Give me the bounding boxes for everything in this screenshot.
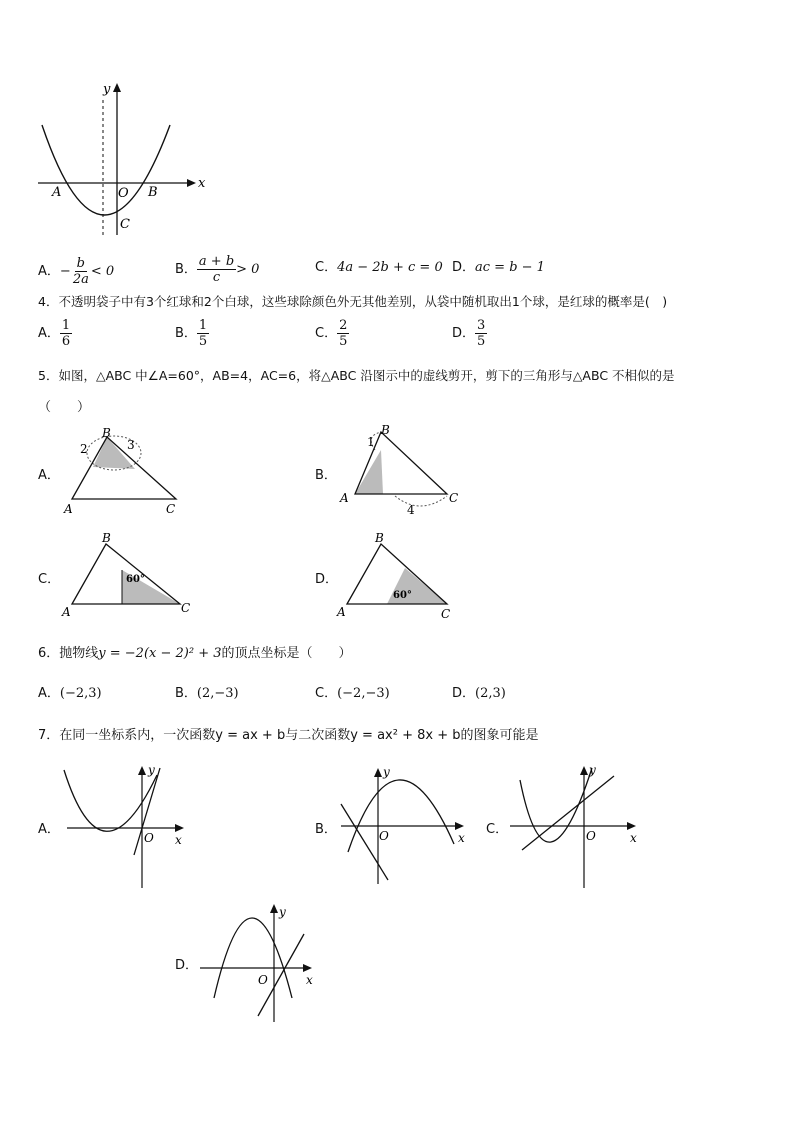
q3-point-a: A [52, 185, 62, 200]
q7-option-b-label[interactable]: B． [315, 822, 337, 837]
svg-text:y: y [383, 765, 390, 779]
q6-option-a[interactable]: A．(−2,3) [38, 686, 102, 701]
q5-option-b-label[interactable]: B． [315, 468, 337, 483]
q3-parabola-figure [30, 75, 220, 240]
q3-y-label: y [103, 82, 111, 97]
q6-formula: y = −2(x − 2)² + 3 [98, 646, 222, 661]
svg-text:B: B [375, 531, 384, 545]
q3-option-a[interactable]: A．− $\frac{b}{2a}$ < 0 [38, 256, 115, 287]
q7-option-d-figure[interactable] [196, 898, 326, 1028]
q3-origin-label: O [118, 186, 129, 201]
svg-text:C: C [166, 502, 176, 516]
q5-answer-paren: （ ） [38, 400, 91, 415]
q5-option-c-figure[interactable] [60, 530, 200, 620]
q4-option-d[interactable]: D． $\frac{3}{5}$ [452, 318, 486, 349]
q5-option-d-label[interactable]: D． [315, 572, 339, 587]
svg-text:C: C [181, 601, 191, 615]
svg-text:y: y [148, 763, 155, 777]
q5-option-b-figure[interactable] [335, 422, 465, 517]
q3-point-b: B [148, 185, 158, 200]
q4-option-b[interactable]: B． $\frac{1}{5}$ [175, 318, 208, 349]
q3-option-b[interactable]: B． $\frac{a + b}{c}$ > 0 [175, 254, 260, 285]
svg-text:A: A [340, 491, 349, 505]
q6-option-d[interactable]: D．(2,3) [452, 686, 506, 701]
q6-question: 6．抛物线y = −2(x − 2)² + 3的顶点坐标是（ ） [38, 646, 352, 661]
svg-text:4: 4 [407, 503, 415, 517]
svg-text:A: A [64, 502, 73, 516]
q7-option-d-label[interactable]: D． [175, 958, 199, 973]
q5-option-d-figure[interactable] [335, 530, 465, 622]
q3-x-label: x [198, 176, 206, 191]
q6-option-c[interactable]: C．(−2,−3) [315, 686, 390, 701]
svg-text:1: 1 [367, 435, 375, 449]
svg-text:2: 2 [80, 442, 88, 456]
svg-text:x: x [175, 833, 182, 847]
q7-question: 7．在同一坐标系内，一次函数y = ax + b与二次函数y = ax² + 8x + b的图象可能是 [38, 728, 539, 743]
q7-option-a-label[interactable]: A． [38, 822, 60, 837]
svg-text:O: O [379, 829, 389, 843]
svg-text:x: x [458, 831, 465, 845]
q3-option-c[interactable]: C．4a − 2b + c = 0 [315, 260, 443, 275]
svg-text:A: A [62, 605, 71, 619]
svg-text:O: O [258, 973, 268, 987]
q6-option-b[interactable]: B．(2,−3) [175, 686, 239, 701]
svg-text:O: O [586, 829, 596, 843]
q4-option-c[interactable]: C． $\frac{2}{5}$ [315, 318, 348, 349]
q3-option-a-fraction: $\frac{b}{2a}$ [72, 256, 89, 287]
svg-text:B: B [381, 423, 390, 437]
svg-text:3: 3 [127, 438, 135, 452]
svg-text:A: A [337, 605, 346, 619]
q4-question: 4．不透明袋子中有3个红球和2个白球，这些球除颜色外无其他差别，从袋中随机取出1个球，是红球的概率是( ) [38, 294, 668, 309]
svg-text:B: B [102, 426, 111, 440]
q5-question: 5．如图，△ABC 中∠A=60°，AB=4，AC=6，将△ABC 沿图示中的虚线剪开，剪下的三角形与△ABC 不相似的是 [38, 368, 675, 383]
q7-option-a-figure[interactable] [62, 760, 192, 892]
svg-text:B: B [102, 531, 111, 545]
svg-text:C: C [441, 607, 451, 621]
q5-option-a-figure[interactable] [60, 425, 190, 517]
q7-option-c-figure[interactable] [508, 760, 643, 890]
q5-option-a-label[interactable]: A． [38, 468, 60, 483]
q5-option-c-label[interactable]: C． [38, 572, 61, 587]
q7-formula-quadratic: y = ax² + 8x + b [350, 728, 461, 743]
q3-point-c: C [120, 217, 130, 232]
q7-formula-linear: y = ax + b [215, 728, 286, 743]
svg-text:60°: 60° [393, 590, 412, 601]
q3-option-d[interactable]: D．ac = b − 1 [452, 260, 545, 275]
svg-text:y: y [279, 905, 286, 919]
svg-text:C: C [449, 491, 459, 505]
svg-text:60°: 60° [126, 574, 145, 585]
q3-option-b-fraction: $\frac{a + b}{c}$ [198, 254, 235, 285]
svg-text:O: O [144, 831, 154, 845]
q7-option-b-figure[interactable] [336, 762, 471, 887]
svg-text:x: x [630, 831, 637, 845]
q4-option-a[interactable]: A． $\frac{1}{6}$ [38, 318, 71, 349]
svg-text:y: y [589, 763, 596, 777]
q7-option-c-label[interactable]: C． [486, 822, 509, 837]
svg-text:x: x [306, 973, 313, 987]
